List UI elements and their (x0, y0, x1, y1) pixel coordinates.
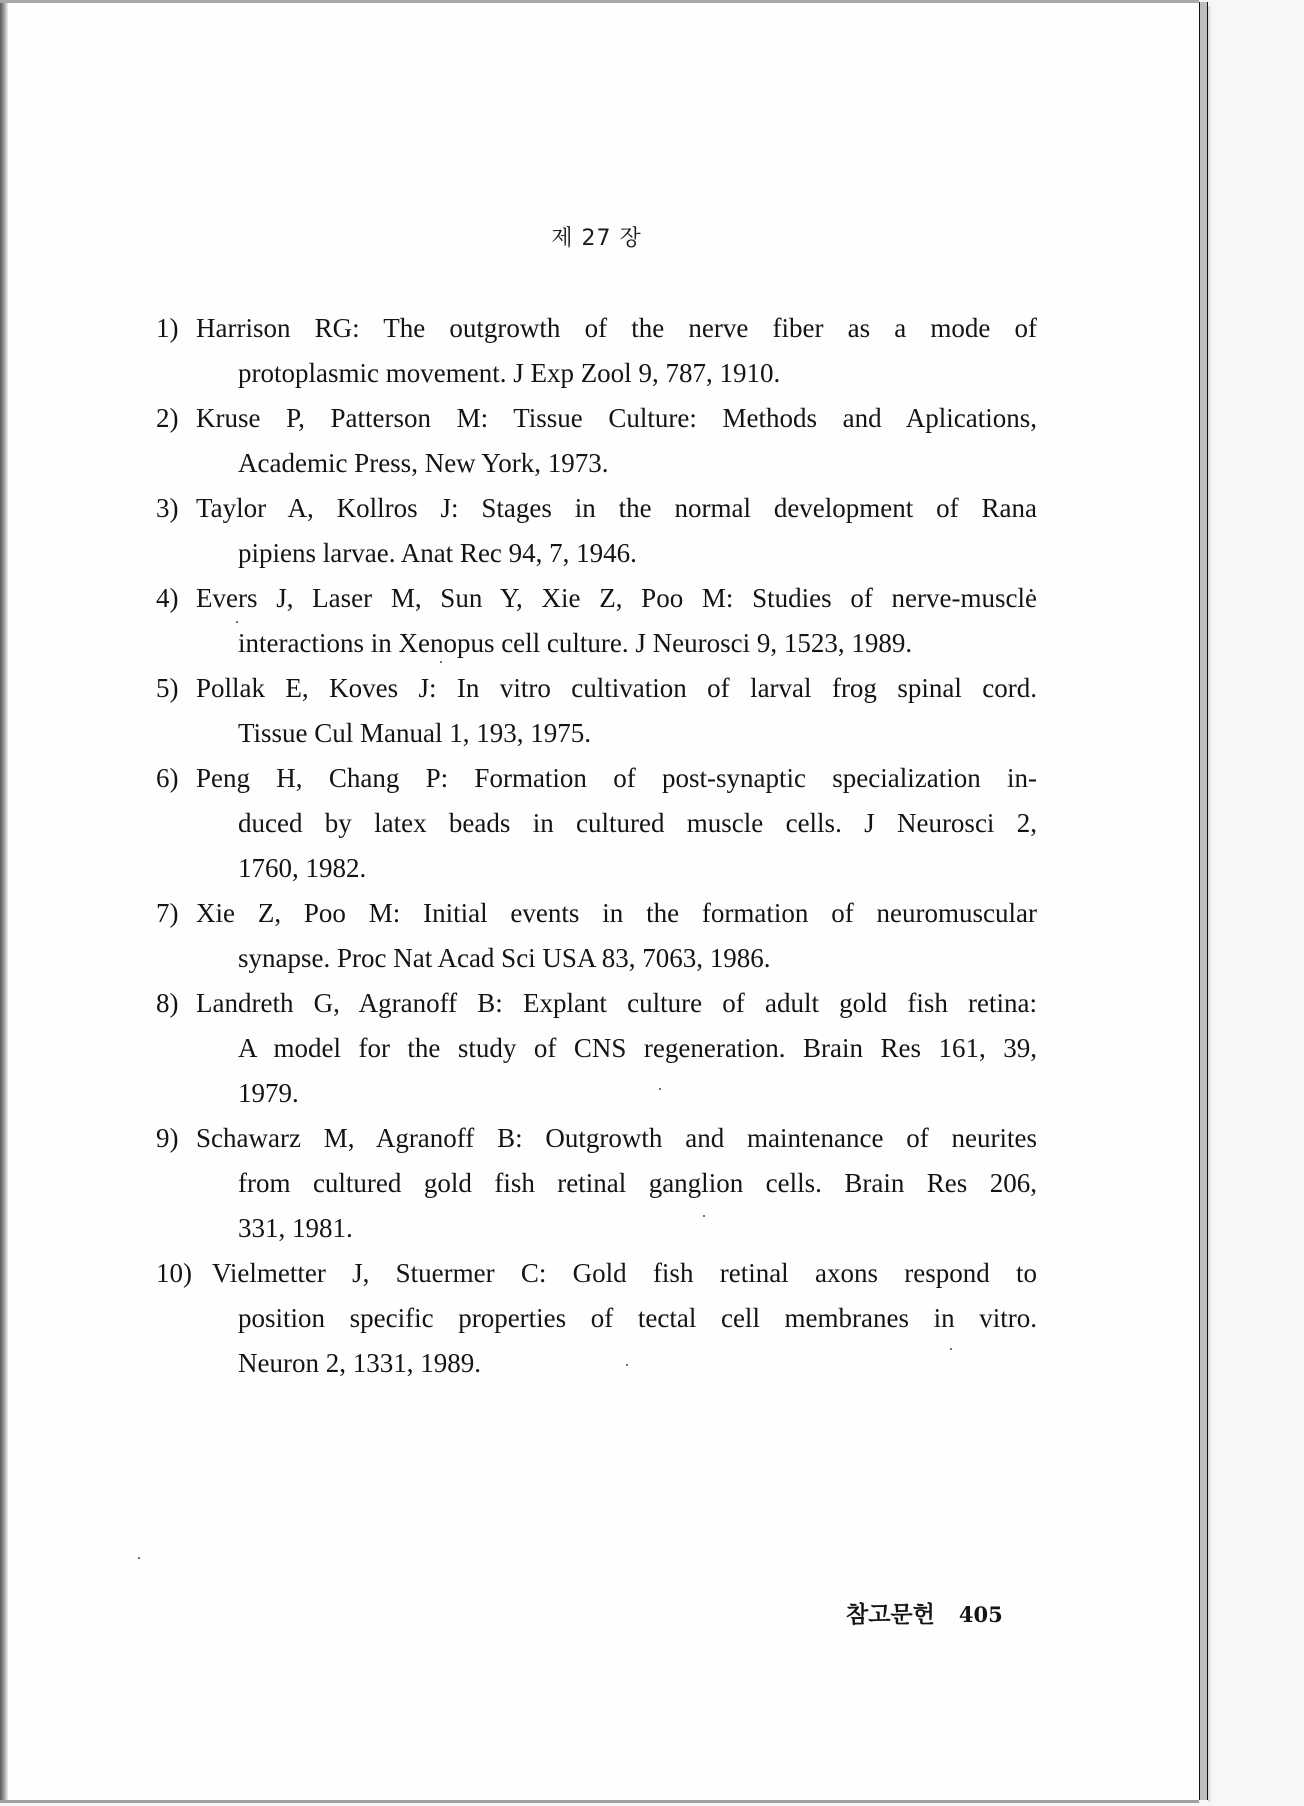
reference-item (156, 891, 1037, 981)
reference-line: Vielmetter J, Stuermer C: Gold fish retinal axons respond to (212, 1258, 1037, 1288)
reference-line: Harrison RG: The outgrowth of the nerve fiber as a mode of (196, 313, 1037, 343)
reference-line: Evers J, Laser M, Sun Y, Xie Z, Poo M: Studies of nerve-musclė (196, 583, 1037, 613)
reference-line: position specific properties of tectal cell membranes in vitro. (238, 1303, 1037, 1333)
reference-line: Taylor A, Kollros J: Stages in the normal development of Rana (196, 493, 1037, 523)
reference-line: pipiens larvae. Anat Rec 94, 7, 1946. (238, 538, 637, 568)
reference-item (156, 756, 1037, 891)
reference-item (156, 1116, 1037, 1251)
scan-speck (626, 1364, 628, 1366)
reference-number: 9) (156, 1123, 179, 1153)
page-number: 405 (958, 1602, 1003, 1627)
reference-number: 5) (156, 673, 179, 703)
page-left-edge (0, 3, 8, 1800)
scan-speck (703, 1215, 705, 1217)
chapter-title: 제 27 장 (551, 226, 642, 251)
reference-line: 1979. (238, 1078, 299, 1108)
scan-speck (950, 1348, 952, 1350)
page-footer (846, 1596, 1003, 1629)
reference-line: 1760, 1982. (238, 853, 367, 883)
scan-speck (138, 1557, 140, 1559)
reference-line: Peng H, Chang P: Formation of post-synaptic specialization in- (196, 763, 1037, 793)
reference-line: 331, 1981. (238, 1213, 353, 1243)
scan-speck (440, 661, 442, 663)
reference-number: 8) (156, 988, 179, 1018)
page-shadow (1208, 6, 1212, 1802)
reference-number: 10) (156, 1258, 192, 1288)
scan-speck (236, 621, 238, 623)
reference-line: Pollak E, Koves J: In vitro cultivation of larval frog spinal cord. (196, 673, 1037, 703)
reference-line: duced by latex beads in cultured muscle cells. J Neurosci 2, (238, 808, 1037, 838)
reference-item (156, 306, 1037, 396)
reference-line: protoplasmic movement. J Exp Zool 9, 787, 1910. (238, 358, 781, 388)
footer-section-title: 참고문헌 (846, 1602, 935, 1628)
reference-item (156, 396, 1037, 486)
reference-line: Xie Z, Poo M: Initial events in the formation of neuromuscular (196, 898, 1037, 928)
reference-number: 2) (156, 403, 179, 433)
reference-line: Academic Press, New York, 1973. (238, 448, 609, 478)
reference-item (156, 981, 1037, 1116)
reference-line: from cultured gold fish retinal ganglion cells. Brain Res 206, (238, 1168, 1037, 1198)
reference-number: 7) (156, 898, 179, 928)
reference-number: 1) (156, 313, 179, 343)
reference-item (156, 666, 1037, 756)
reference-line: Kruse P, Patterson M: Tissue Culture: Methods and Aplications, (196, 403, 1037, 433)
reference-line: A model for the study of CNS regeneration. Brain Res 161, 39, (238, 1033, 1037, 1063)
reference-item (156, 1251, 1037, 1386)
reference-list (156, 306, 1037, 1386)
reference-line: Schawarz M, Agranoff B: Outgrowth and maintenance of neurites (196, 1123, 1037, 1153)
reference-item (156, 576, 1037, 666)
reference-number: 6) (156, 763, 179, 793)
reference-line: interactions in Xenopus cell culture. J Neurosci 9, 1523, 1989. (238, 628, 913, 658)
page-right-edge (1199, 2, 1208, 1800)
reference-line: synapse. Proc Nat Acad Sci USA 83, 7063, 1986. (238, 943, 771, 973)
reference-number: 4) (156, 583, 179, 613)
reference-item (156, 486, 1037, 576)
reference-line: Tissue Cul Manual 1, 193, 1975. (238, 718, 592, 748)
scan-speck (659, 1088, 661, 1090)
reference-number: 3) (156, 493, 179, 523)
reference-line: Landreth G, Agranoff B: Explant culture of adult gold fish retina: (196, 988, 1037, 1018)
reference-line: Neuron 2, 1331, 1989. (238, 1348, 481, 1378)
